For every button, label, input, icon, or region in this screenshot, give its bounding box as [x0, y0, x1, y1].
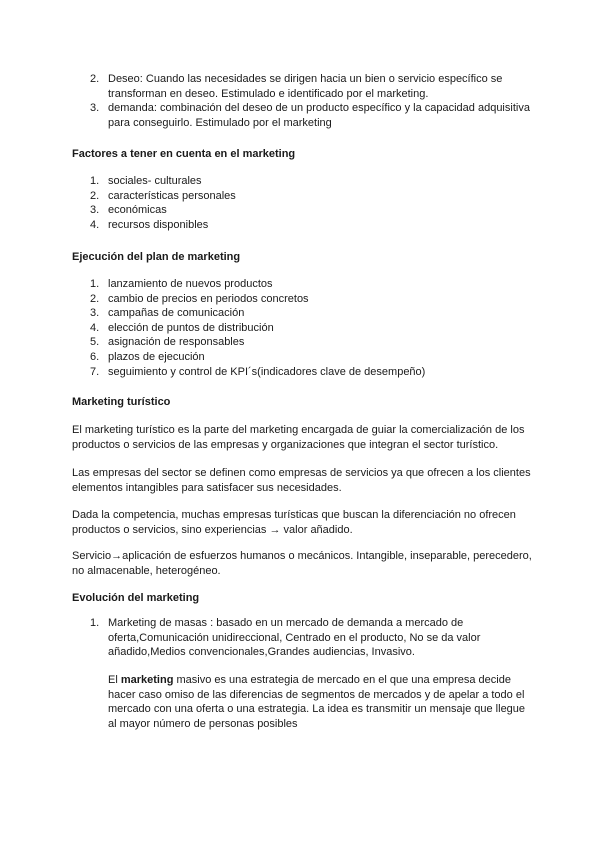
- list-item-text: demanda: combinación del deseo de un producto específico y la capacidad adquisitiva para conseguirlo. Estimulado por el marketing: [108, 102, 530, 129]
- list-item: [90, 365, 530, 380]
- list-item: [90, 101, 530, 130]
- list-item: [90, 350, 530, 365]
- list-item-text: Marketing de masas : basado en un mercado de demanda a mercado de oferta,Comunicación unidireccional, Centrado en el producto, No se da valor añadido,Medios convencionales,Grandes audiencias, Invasivo.: [108, 617, 481, 659]
- list-number: 1.: [90, 617, 100, 629]
- list-item: [90, 277, 530, 292]
- list-item: [90, 616, 530, 660]
- list-item-text: cambio de precios en periodos concretos: [108, 292, 309, 305]
- list-item: [90, 292, 530, 307]
- list-item: [90, 321, 530, 336]
- list-number: 4.: [90, 321, 100, 334]
- evolucion-list: [90, 616, 530, 660]
- list-item-text: campañas de comunicación: [108, 307, 245, 320]
- factores-list: [90, 174, 530, 232]
- paragraph: Las empresas del sector se definen como empresas de servicios ya que ofrecen a los clientes elementos intangibles para satisfacer sus necesidades.: [72, 467, 531, 494]
- list-item-text: asignación de responsables: [108, 336, 245, 349]
- sub-paragraph: [108, 673, 528, 731]
- sub-paragraph-text: El: [108, 674, 121, 686]
- list-item: [90, 72, 530, 101]
- list-number: 3.: [90, 102, 100, 115]
- section-heading-ejecucion: Ejecución del plan de marketing: [72, 251, 241, 263]
- paragraph: Servicio→aplicación de esfuerzos humanos o mecánicos. Intangible, inseparable, perecedero, no almacenable, heterogéneo.: [72, 550, 532, 577]
- sub-paragraph-text: masivo es una estrategia de mercado en el que una empresa decide hacer caso omiso de las diferencias de segmentos de mercados y de apelar a todo el mercado con una oferta o una estrategia. La idea es transmitir un mensaje que llegue al mayor número de personas posibles: [108, 674, 526, 730]
- list-number: 3.: [90, 204, 100, 217]
- list-number: 4.: [90, 218, 100, 231]
- list-number: 3.: [90, 307, 100, 320]
- list-item-text: plazos de ejecución: [108, 350, 205, 363]
- list-item: [90, 174, 530, 189]
- list-item: [90, 218, 530, 233]
- list-item-text: Deseo: Cuando las necesidades se dirigen hacia un bien o servicio específico se transforman en deseo. Estimulado e identificado por el marketing.: [108, 73, 503, 100]
- list-number: 1.: [90, 278, 100, 290]
- list-number: 7.: [90, 365, 100, 378]
- paragraph: El marketing turístico es la parte del marketing encargada de guiar la comercialización de los productos o servicios de las empresas y organizaciones que integran el sector turístico.: [72, 424, 525, 451]
- list-number: 2.: [90, 292, 100, 305]
- list-item: [90, 306, 530, 321]
- list-item-text: elección de puntos de distribución: [108, 321, 274, 334]
- section-heading-evolucion: Evolución del marketing: [72, 592, 200, 604]
- section-heading-factores: Factores a tener en cuenta en el marketing: [72, 148, 296, 160]
- list-number: 1.: [90, 175, 100, 187]
- list-number: 2.: [90, 73, 100, 85]
- list-item: [90, 189, 530, 204]
- list-item-text: recursos disponibles: [108, 218, 209, 231]
- list-item-text: características personales: [108, 189, 236, 202]
- list-number: 5.: [90, 336, 100, 349]
- list-number: 2.: [90, 189, 100, 202]
- list-item-text: lanzamiento de nuevos productos: [108, 278, 273, 290]
- list-item-text: económicas: [108, 204, 167, 217]
- paragraph: Dada la competencia, muchas empresas turísticas que buscan la diferenciación no ofrecen productos o servicios, sino experiencias → valor añadido.: [72, 509, 516, 536]
- list-item: [90, 203, 530, 218]
- list-item-text: sociales- culturales: [108, 175, 202, 187]
- list-item-text: seguimiento y control de KPI´s(indicadores clave de desempeño): [108, 365, 426, 378]
- intro-list: [90, 72, 530, 130]
- list-number: 6.: [90, 350, 100, 363]
- sub-paragraph-bold: marketing: [120, 674, 174, 686]
- section-heading-turistico: Marketing turístico: [72, 396, 171, 408]
- list-item: [90, 335, 530, 350]
- ejecucion-list: [90, 277, 530, 379]
